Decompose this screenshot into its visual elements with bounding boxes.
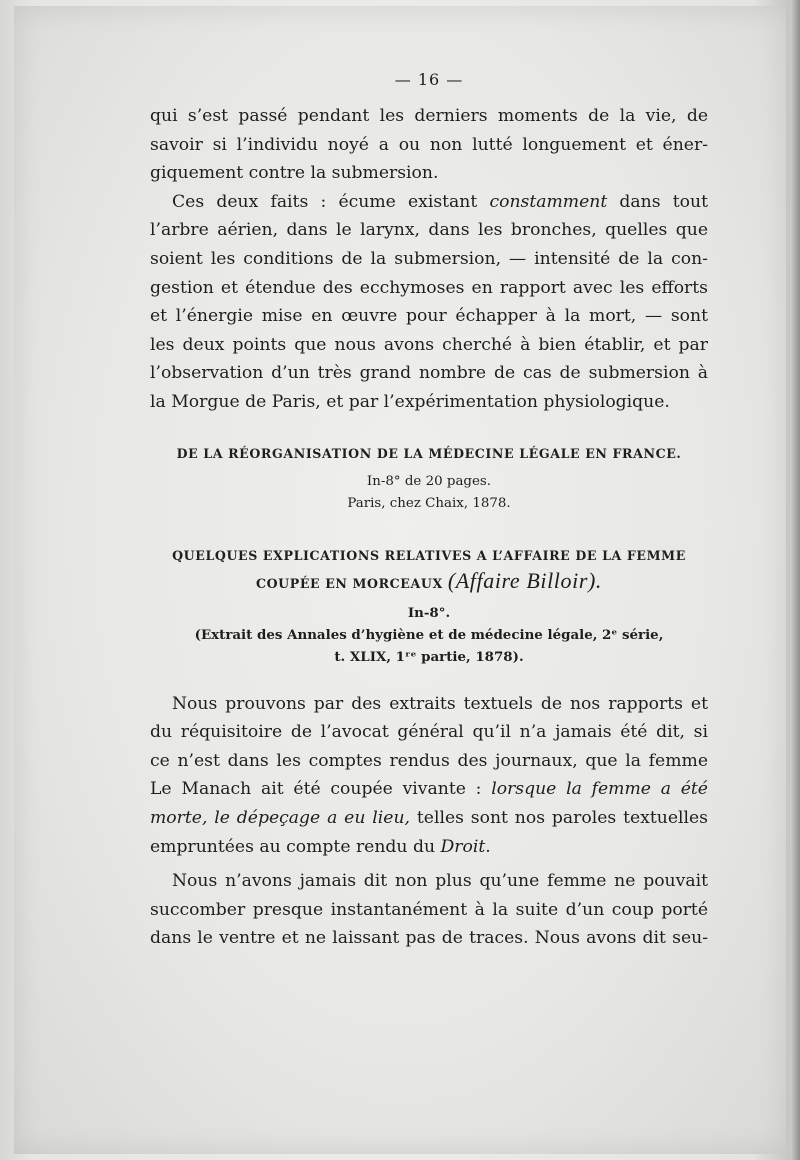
text-line: soient les conditions de la submersion, — intensité de la con- <box>150 248 708 269</box>
text-run: . <box>485 836 491 857</box>
text-run: Ces deux faits : écume existant <box>172 191 490 212</box>
text-line: l’observation d’un très grand nombre de cas de submersion à <box>150 363 708 384</box>
format-text: In-8° de 20 pages. <box>366 473 492 489</box>
text-run: dans tout <box>607 191 708 212</box>
section-title: DE LA RÉORGANISATION DE LA MÉDECINE LÉGALE EN FRANCE. <box>176 445 682 461</box>
text-line: l’arbre aérien, dans le larynx, dans les bronches, quelles que <box>150 220 708 241</box>
paragraph-1 <box>150 102 708 188</box>
section-title-line-2 <box>150 567 708 598</box>
section-title-line-1: QUELQUES EXPLICATIONS RELATIVES A L’AFFAIRE DE LA FEMME <box>172 547 686 563</box>
bibliography-entry-1 <box>150 443 708 515</box>
text-line <box>150 188 708 217</box>
text-line: gestion et étendue des ecchymoses en rapport avec les efforts <box>150 277 708 298</box>
text-run: empruntées au compte rendu du <box>150 836 441 857</box>
paragraph-2 <box>150 188 708 417</box>
text-line: Nous n’avons jamais dit non plus qu’une femme ne pouvait <box>172 871 708 892</box>
emphasis-text: Droit <box>440 836 486 857</box>
bibliography-entry-2 <box>150 545 708 668</box>
paragraph-4 <box>150 867 708 953</box>
affair-title: (Affaire Billoir). <box>447 567 603 593</box>
extract-text: t. XLIX, 1ʳᵉ partie, 1878). <box>334 648 524 665</box>
text-line: dans le ventre et ne laissant pas de traces. Nous avons dit seu- <box>150 928 708 949</box>
page-content <box>150 70 708 953</box>
text-line: la Morgue de Paris, et par l’expérimentation physiologique. <box>150 391 670 412</box>
format-text: In-8°. <box>407 604 451 621</box>
emphasis-text: morte, le dépeçage a eu lieu, <box>150 807 410 828</box>
page-edge <box>790 0 800 1160</box>
text-line: giquement contre la submersion. <box>150 163 439 184</box>
paragraph-3 <box>150 690 708 862</box>
section-title-text: COUPÉE EN MORCEAUX <box>255 575 443 591</box>
extract-text: (Extrait des Annales d’hygiène et de médecine légale, 2ᵉ série, <box>194 626 664 643</box>
text-line: les deux points que nous avons cherché à bien établir, et par <box>150 334 708 355</box>
text-line: du réquisitoire de l’avocat général qu’il n’a jamais été dit, si <box>150 722 708 743</box>
text-line <box>150 775 708 804</box>
text-line <box>150 833 708 862</box>
text-line: savoir si l’individu noyé a ou non lutté longuement et éner- <box>150 134 708 155</box>
text-line: succomber presque instantanément à la suite d’un coup porté <box>150 899 708 920</box>
text-line: ce n’est dans les comptes rendus des journaux, que la femme <box>150 750 708 771</box>
emphasis-text: constamment <box>489 191 608 212</box>
emphasis-text: lorsque la femme a été <box>491 779 708 800</box>
page-number: — 16 — <box>394 70 464 89</box>
text-run: Le Manach ait été coupée vivante : <box>150 779 492 800</box>
text-line: qui s’est passé pendant les derniers moments de la vie, de <box>150 106 708 126</box>
text-line: et l’énergie mise en œuvre pour échapper à la mort, — sont <box>150 306 708 327</box>
text-run: telles sont nos paroles textuelles <box>410 807 708 828</box>
publisher-text: Paris, chez Chaix, 1878. <box>347 495 511 511</box>
text-line <box>150 804 708 833</box>
text-line: Nous prouvons par des extraits textuels de nos rapports et <box>172 693 708 714</box>
